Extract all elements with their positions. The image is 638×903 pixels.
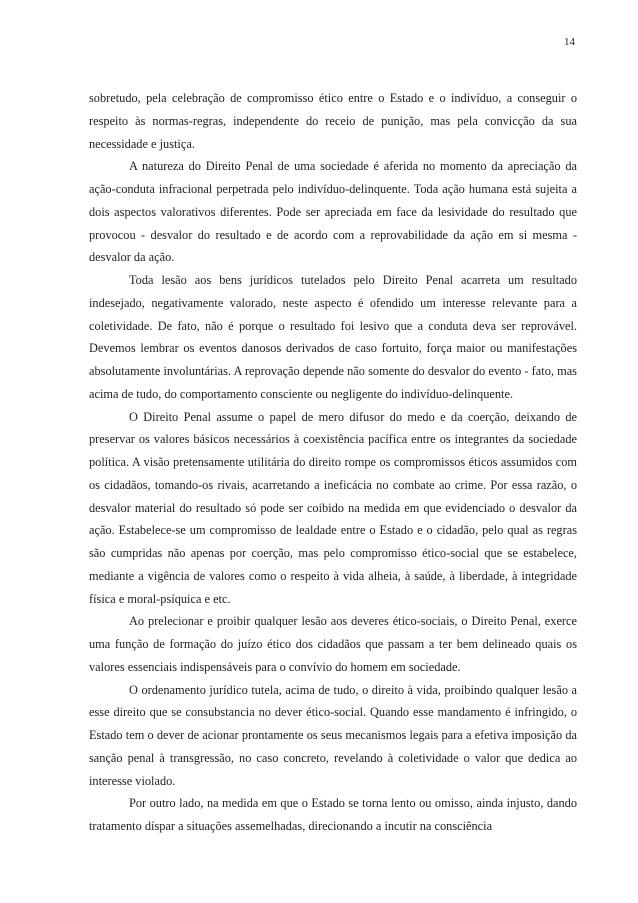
- paragraph-2: A natureza do Direito Penal de uma sociedade é aferida no momento da apreciação da ação-conduta infracional perpetrada pelo indivíduo-delinquente. Toda ação humana está sujeita a dois aspectos valorativos diferentes. Pode ser apreciada em face da lesividade do resultado que provocou - desvalor do resultado e de acordo com a reprovabilidade da ação em si mesma - desvalor da ação.: [89, 159, 577, 265]
- paragraph-5: Ao prelecionar e proibir qualquer lesão aos deveres ético-sociais, o Direito Penal, exerce uma função de formação do juízo ético dos cidadãos que passam a ter bem delineado quais os valores essenciais indispensáveis para o convívio do homem em sociedade.: [89, 614, 577, 674]
- paragraph-1: sobretudo, pela celebração de compromisso ético entre o Estado e o indivíduo, a conseguir o respeito às normas-regras, independente do receio de punição, mas pela convicção da sua necessidade e justiça.: [89, 91, 577, 151]
- paragraph-4: O Direito Penal assume o papel de mero difusor do medo e da coerção, deixando de preservar os valores básicos necessários à coexistência pacífica entre os integrantes da sociedade política. A visão pretensamente utilitária do direito rompe os compromissos éticos assumidos com os cidadãos, tomando-os rivais, acarretando a ineficácia no combate ao crime. Por essa razão, o desvalor material do resultado só pode ser coibido na medida em que evidenciado o desvalor da ação. Estabelece-se um compromisso de lealdade entre o Estado e o cidadão, pelo qual as regras são cumpridas não apenas por coerção, mas pelo compromisso ético-social que se estabelece, mediante a vigência de valores como o respeito à vida alheia, à saúde, à liberdade, à integridade física e moral-psíquica e etc.: [89, 409, 577, 606]
- page-number: 14: [564, 36, 575, 48]
- paragraph-3: Toda lesão aos bens jurídicos tutelados pelo Direito Penal acarreta um resultado indesejado, negativamente valorado, neste aspecto é ofendido um interesse relevante para a coletividade. De fato, não é porque o resultado foi lesivo que a conduta deva ser reprovável. Devemos lembrar os eventos danosos derivados de caso fortuito, força maior ou manifestações absolutamente involuntárias. A reprovação depende não somente do desvalor do evento - fato, mas acima de tudo, do comportamento consciente ou negligente do indivíduo-delinquente.: [89, 273, 577, 401]
- body-text: [89, 87, 577, 838]
- paragraph-7: Por outro lado, na medida em que o Estado se torna lento ou omisso, ainda injusto, dando tratamento díspar a situações assemelhadas, direcionando a incutir na consciência: [89, 796, 577, 833]
- paragraph-6: O ordenamento jurídico tutela, acima de tudo, o direito à vida, proibindo qualquer lesão a esse direito que se consubstancia no dever ético-social. Quando esse mandamento é infringido, o Estado tem o dever de acionar prontamente os seus mecanismos legais para a efetiva imposição da sanção penal à transgressão, no caso concreto, revelando à coletividade o valor que dedica ao interesse violado.: [89, 682, 577, 788]
